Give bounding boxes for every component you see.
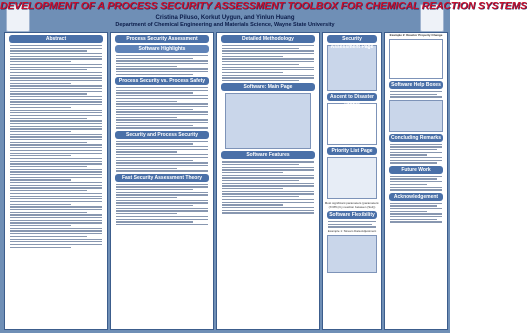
future-header: Future Work (389, 166, 443, 174)
flexibility-header: Software Flexibility (327, 211, 377, 219)
security-assessment-screenshot (327, 45, 377, 91)
security-measures-header: Security and Process Security (115, 131, 209, 139)
conclusions-header: Concluding Remarks (390, 134, 441, 141)
features-header: Software Features (221, 151, 315, 159)
main-page-header: Software: Main Page (221, 83, 315, 91)
help-screenshot (389, 100, 443, 132)
main-page-screenshot (225, 93, 311, 149)
ack-header: Acknowledgement (389, 193, 443, 201)
column-conclusions (384, 32, 448, 330)
column-abstract (4, 32, 108, 330)
abstract-body (5, 45, 107, 248)
ascent-header: Ascent to Disaster Profile (327, 93, 377, 101)
abstract-header: Abstract (9, 35, 103, 43)
vs-safety-header: Process Security vs. Process Safety (115, 77, 209, 85)
example2-plot (389, 39, 443, 79)
priority-list-screenshot (327, 157, 377, 199)
ascent-profile-plot (327, 103, 377, 145)
example2-caption: Example 2: Reactor Property Change (389, 33, 443, 37)
poster-department: Department of Chemical Engineering and Materials Science, Wayne State University (115, 22, 335, 28)
sec-assess-page-header: Security Assessment Page (327, 35, 377, 43)
poster-title: DEVELOPMENT OF A PROCESS SECURITY ASSESSMENT TOOLBOX FOR CHEMICAL REACTION SYSTEMS (0, 1, 527, 12)
column-screens (322, 32, 382, 330)
detailed-header: Detailed Methodology (221, 35, 315, 43)
help-header: Software Help Boxes (389, 81, 443, 89)
column-psa (110, 32, 214, 330)
priority-header: Priority List Page (327, 147, 377, 155)
example1-caption: Example 1: Stream Data Adjustment (327, 229, 377, 234)
priority-caption: Most significant parameters (parameters: (X=8%) by reaction between (Ss1)) (324, 201, 380, 209)
example1-screenshot (327, 235, 377, 273)
column-methodology (216, 32, 320, 330)
psa-header: Process Security Assessment (115, 35, 209, 43)
poster-authors: Cristina Piluso, Korkut Uygun, and Yinlun Huang (155, 15, 295, 21)
fast-assessment-header: Fast Security Assessment Theory (115, 174, 209, 182)
highlights-header: Software Highlights (115, 45, 209, 53)
